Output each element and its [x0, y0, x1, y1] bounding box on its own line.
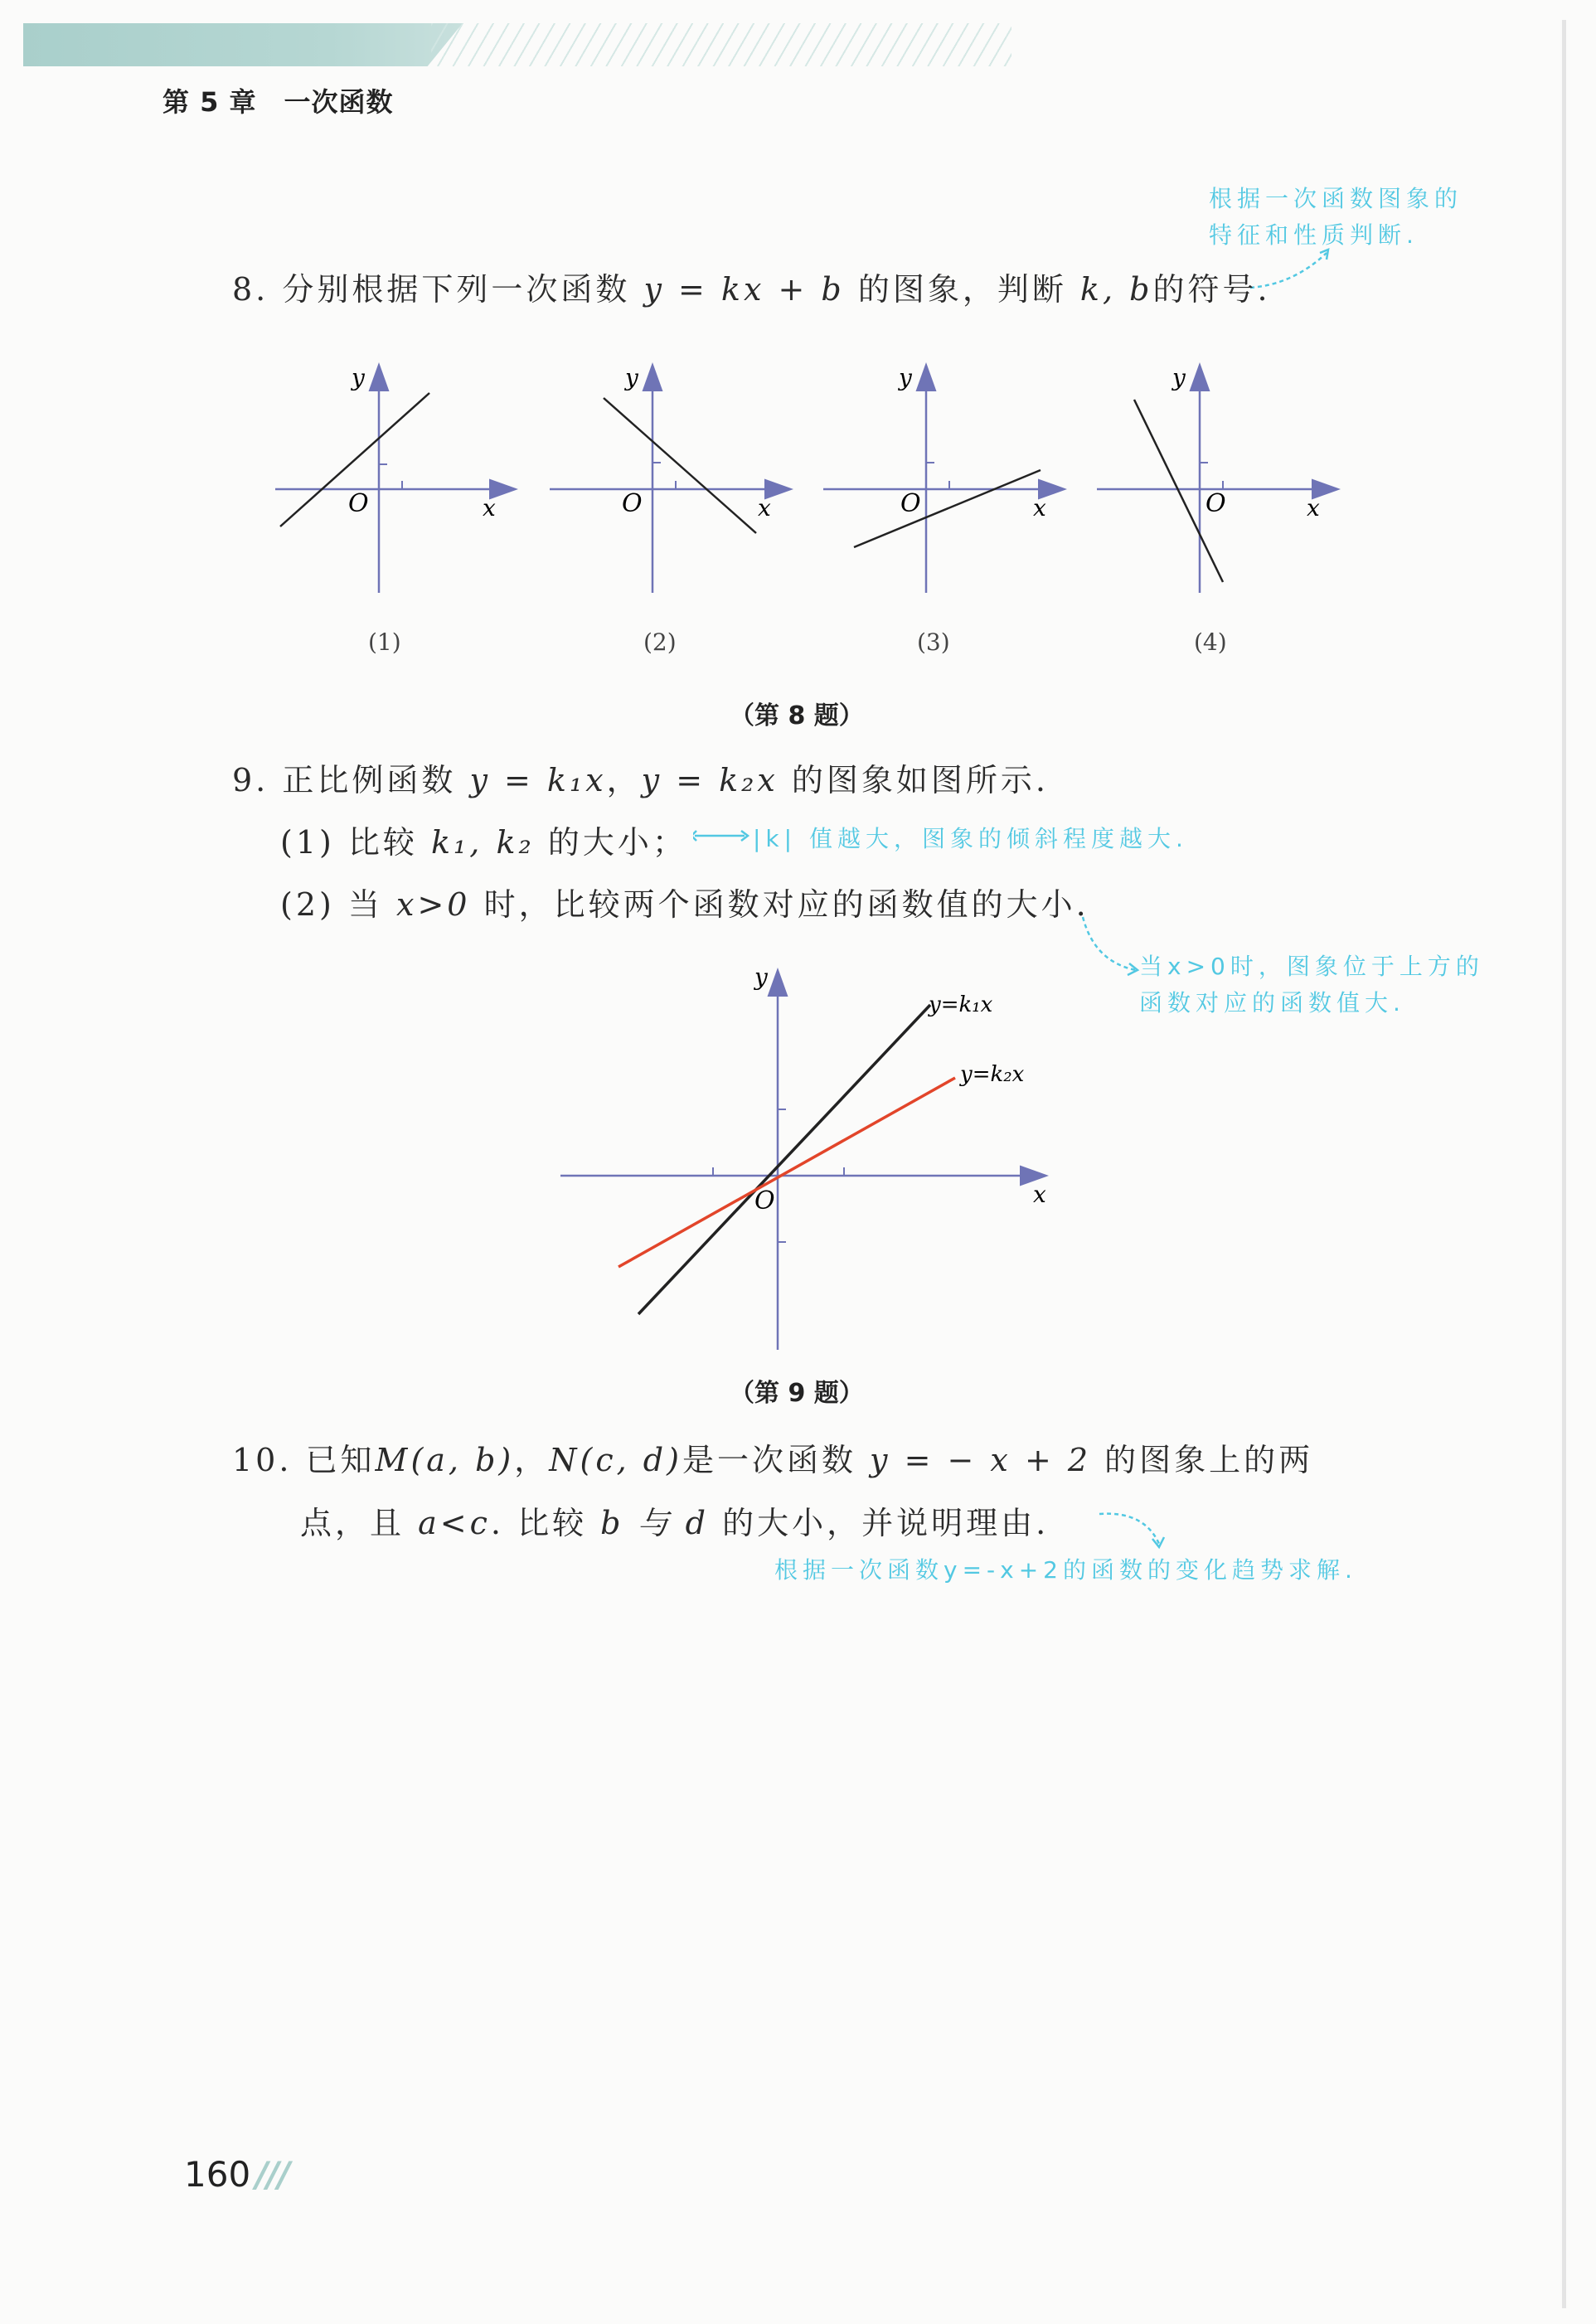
page-number	[184, 2154, 289, 2195]
page-decoration: ///	[255, 2154, 289, 2195]
side-note-2: |k| 值越大，图象的倾斜程度越大.	[753, 825, 1188, 852]
condition: a<c	[418, 1505, 491, 1541]
note-arrow-2	[693, 826, 751, 846]
condition: x>0	[396, 886, 471, 923]
part-text: 时，比较两个函数对应的函数值的大小.	[483, 886, 1089, 923]
formula-1: y = k₁x	[469, 762, 607, 798]
question-text: 的图象，判断	[857, 271, 1067, 308]
graph-3	[823, 364, 1063, 593]
graph-label-2: (2)	[643, 628, 677, 656]
q8-caption: （第 8 题）	[730, 701, 864, 730]
question-text: 点，且	[300, 1505, 405, 1541]
point-n: N(c, d)	[549, 1442, 682, 1478]
question-text: 是一次函数	[682, 1442, 856, 1478]
q9-graph	[555, 962, 1086, 1360]
variables: k, b	[1079, 271, 1153, 308]
q8-graphs	[265, 357, 1360, 605]
chapter-title: 第 5 章 一次函数	[163, 86, 394, 118]
question-number: 10.	[232, 1442, 293, 1478]
graph-label-1: (1)	[368, 628, 401, 656]
question-text: 的符号.	[1152, 271, 1271, 308]
question-9-part-2	[280, 879, 1089, 924]
line-k2-label: y=k₂x	[960, 1062, 1025, 1087]
graph-line	[854, 470, 1041, 547]
question-text: 比较	[517, 1505, 588, 1541]
part-label: (1)	[280, 824, 335, 861]
y-axis-label: y	[754, 963, 768, 991]
graph-4	[1097, 364, 1336, 593]
side-note-3-line-1: 当x>0时，图象位于上方的	[1139, 953, 1484, 980]
origin-label: O	[754, 1186, 775, 1215]
line-k1-label: y=k₁x	[929, 992, 993, 1017]
question-number: 9.	[232, 762, 269, 798]
line-k1	[638, 1005, 930, 1314]
origin-label: O	[1205, 489, 1226, 518]
question-9-text: 9. 正比例函数 y = k₁x，y = k₂x 的图象如图所示.	[232, 762, 1049, 798]
formula: y = kx + b	[643, 271, 845, 308]
question-text: 的图象上的两	[1104, 1442, 1314, 1478]
x-axis-label: x	[1033, 1181, 1046, 1208]
note-arrow-3	[1078, 912, 1144, 978]
x-axis-label: x	[483, 494, 496, 522]
origin-label: O	[900, 489, 921, 518]
x-axis-label: x	[758, 494, 771, 522]
y-axis-label: y	[352, 364, 365, 391]
question-number: 8.	[232, 271, 269, 308]
graph-label-4: (4)	[1194, 628, 1227, 656]
formula: y = − x + 2	[870, 1442, 1092, 1478]
x-axis-label: x	[1033, 494, 1046, 522]
part-text: 的大小；	[547, 824, 687, 861]
note-arrow-4	[1094, 1507, 1169, 1557]
y-axis-label: y	[1172, 364, 1186, 391]
origin-label: O	[348, 489, 369, 518]
header-hatch	[431, 23, 1011, 66]
y-axis-label: y	[899, 364, 912, 391]
graph-label-3: (3)	[917, 628, 950, 656]
graph-2	[550, 364, 789, 593]
part-text: 当	[347, 886, 383, 923]
question-text: 的大小，并说明理由.	[722, 1505, 1050, 1541]
q9-caption: （第 9 题）	[730, 1379, 864, 1408]
part-text: 比较	[347, 824, 418, 861]
page-number-value: 160	[184, 2154, 251, 2195]
side-note-3-line-2: 函数对应的函数值大.	[1139, 989, 1405, 1016]
graph-1	[275, 364, 514, 593]
question-text: 分别根据下列一次函数	[282, 271, 631, 308]
question-10-line-1: 10. 已知M(a, b)，N(c, d)是一次函数 y = − x + 2 的图象上的两	[232, 1442, 1314, 1478]
question-text: 已知	[305, 1442, 376, 1478]
y-axis-label: y	[625, 364, 638, 391]
origin-label: O	[622, 489, 643, 518]
point-m: M(a, b)	[375, 1442, 515, 1478]
variables: k₁, k₂	[431, 824, 535, 861]
question-9-part-1	[280, 817, 687, 862]
variables: b 与 d	[600, 1505, 709, 1541]
side-note-1-line-1: 根据一次函数图象的	[1209, 185, 1463, 212]
page-edge	[1562, 20, 1566, 2308]
x-axis-label: x	[1307, 494, 1320, 522]
side-note-4: 根据一次函数y=-x+2的函数的变化趋势求解.	[774, 1556, 1357, 1584]
side-note-1-line-2: 特征和性质判断.	[1209, 221, 1419, 249]
line-k2	[619, 1078, 955, 1267]
question-10-line-2: 点，且 a<c. 比较 b 与 d 的大小，并说明理由.	[300, 1505, 1050, 1541]
question-text: 正比例函数	[282, 762, 457, 798]
header-band	[23, 23, 463, 66]
question-text: 的图象如图所示.	[791, 762, 1049, 798]
formula-2: y = k₂x	[641, 762, 779, 798]
part-label: (2)	[280, 886, 335, 923]
question-8-text	[232, 264, 1271, 309]
